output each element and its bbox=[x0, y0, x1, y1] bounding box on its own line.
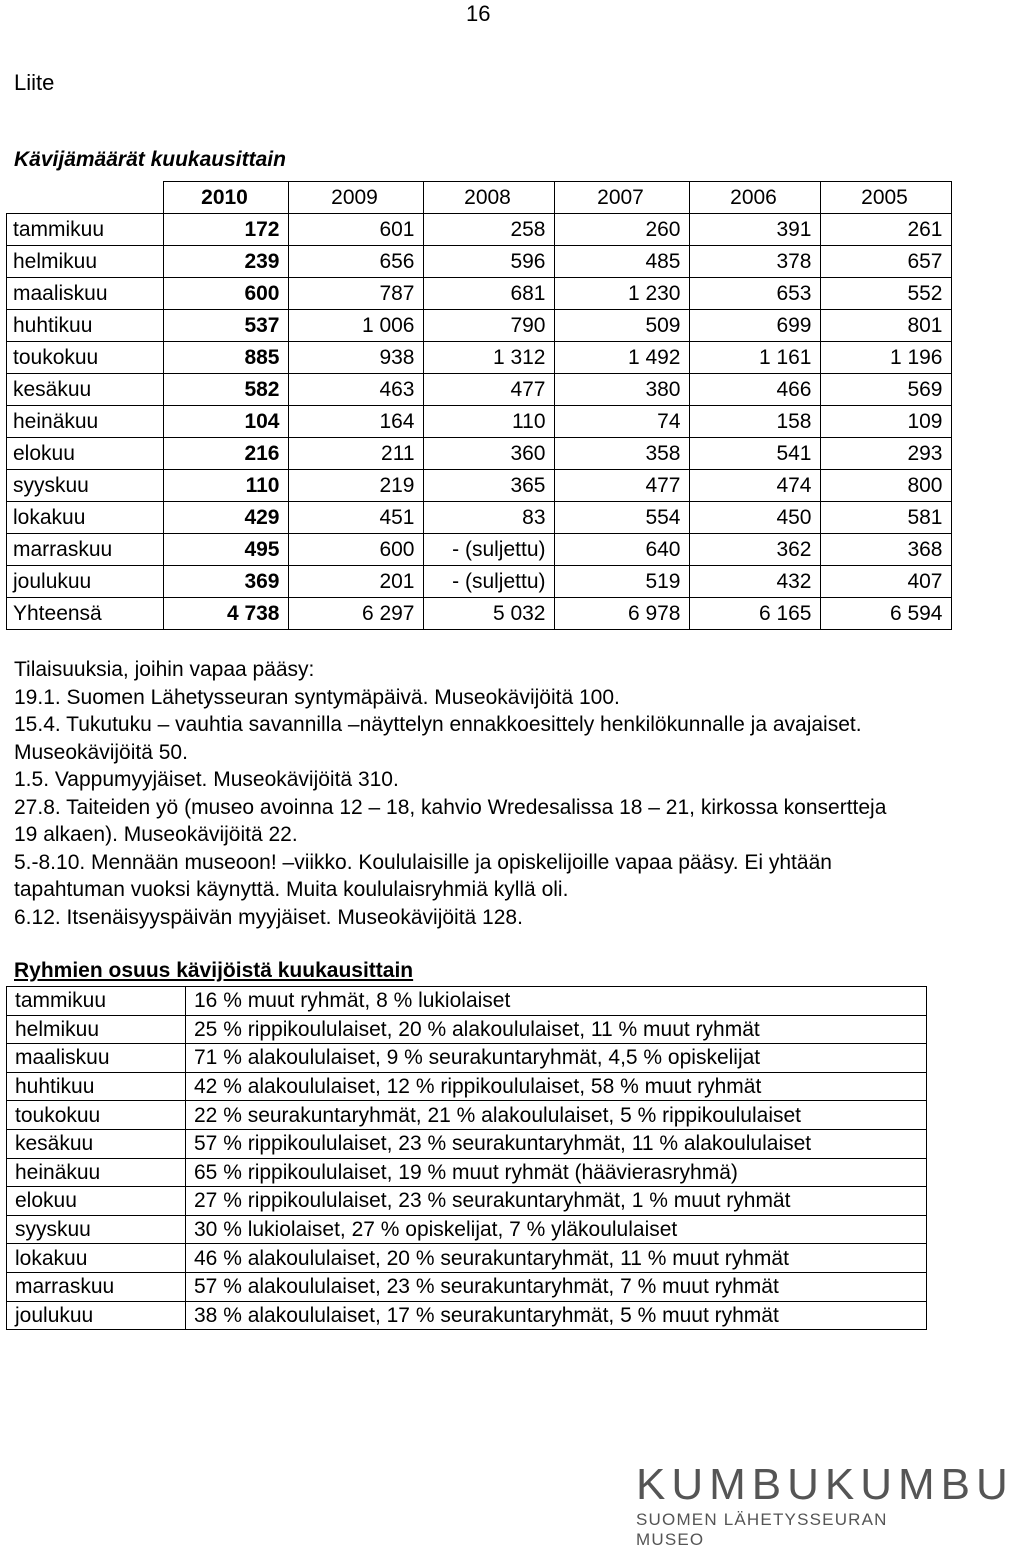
month-cell: lokakuu bbox=[7, 502, 164, 534]
visitor-count-cell: 495 bbox=[163, 534, 288, 566]
group-share-cell: 57 % alakoululaiset, 23 % seurakuntaryhmät, 7 % muut ryhmät bbox=[186, 1272, 927, 1301]
visitor-count-cell: 360 bbox=[423, 438, 554, 470]
visitor-count-cell: 801 bbox=[820, 310, 951, 342]
visitor-count-cell: 74 bbox=[554, 406, 689, 438]
visitor-count-cell: 1 196 bbox=[820, 342, 951, 374]
month-cell: kesäkuu bbox=[7, 374, 164, 406]
visitor-count-cell: 600 bbox=[163, 278, 288, 310]
groups-row bbox=[7, 1187, 927, 1216]
visitor-count-cell: 5 032 bbox=[423, 598, 554, 630]
month-cell: heinäkuu bbox=[7, 406, 164, 438]
visitor-count-cell: 369 bbox=[163, 566, 288, 598]
groups-row bbox=[7, 1101, 927, 1130]
visitor-count-cell: 1 492 bbox=[554, 342, 689, 374]
month-cell: toukokuu bbox=[7, 342, 164, 374]
visitor-count-cell: 596 bbox=[423, 246, 554, 278]
visitors-row bbox=[7, 374, 952, 406]
month-cell: marraskuu bbox=[7, 534, 164, 566]
visitor-count-cell: 1 161 bbox=[689, 342, 820, 374]
visitors-row bbox=[7, 598, 952, 630]
groups-row bbox=[7, 1044, 927, 1073]
month-cell: huhtikuu bbox=[7, 310, 164, 342]
visitors-header-row bbox=[7, 182, 952, 214]
year-header: 2008 bbox=[423, 182, 554, 214]
visitor-count-cell: 600 bbox=[288, 534, 423, 566]
visitors-row bbox=[7, 534, 952, 566]
group-share-cell: 27 % rippikoululaiset, 23 % seurakuntaryhmät, 1 % muut ryhmät bbox=[186, 1187, 927, 1216]
group-share-cell: 22 % seurakuntaryhmät, 21 % alakoululaiset, 5 % rippikoululaiset bbox=[186, 1101, 927, 1130]
event-item: 27.8. Taiteiden yö (museo avoinna 12 – 18, kahvio Wredesalissa 18 – 21, kirkossa konsertteja 19 alkaen). Museokävijöitä 22. bbox=[14, 795, 887, 846]
month-cell: syyskuu bbox=[7, 470, 164, 502]
year-header: 2006 bbox=[689, 182, 820, 214]
group-share-cell: 38 % alakoululaiset, 17 % seurakuntaryhmät, 5 % muut ryhmät bbox=[186, 1301, 927, 1330]
visitor-count-cell: 239 bbox=[163, 246, 288, 278]
group-month-cell: tammikuu bbox=[7, 987, 186, 1016]
visitor-count-cell: 6 165 bbox=[689, 598, 820, 630]
visitor-count-cell: 365 bbox=[423, 470, 554, 502]
group-share-cell: 16 % muut ryhmät, 8 % lukiolaiset bbox=[186, 987, 927, 1016]
visitor-count-cell: 485 bbox=[554, 246, 689, 278]
visitors-table bbox=[6, 181, 952, 630]
visitor-count-cell: 258 bbox=[423, 214, 554, 246]
group-month-cell: lokakuu bbox=[7, 1244, 186, 1273]
group-share-cell: 57 % rippikoululaiset, 23 % seurakuntaryhmät, 11 % alakoululaiset bbox=[186, 1129, 927, 1158]
visitor-count-cell: 477 bbox=[554, 470, 689, 502]
visitor-count-cell: 216 bbox=[163, 438, 288, 470]
visitor-count-cell: 432 bbox=[689, 566, 820, 598]
visitor-count-cell: 938 bbox=[288, 342, 423, 374]
group-share-cell: 71 % alakoululaiset, 9 % seurakuntaryhmät, 4,5 % opiskelijat bbox=[186, 1044, 927, 1073]
group-month-cell: kesäkuu bbox=[7, 1129, 186, 1158]
event-item: 5.-8.10. Mennään museoon! –viikko. Koululaisille ja opiskelijoille vapaa pääsy. Ei yhtään tapahtuman vuoksi käynyttä. Muita koululaisryhmiä kyllä oli. bbox=[14, 850, 832, 901]
visitors-row bbox=[7, 310, 952, 342]
visitor-count-cell: 6 594 bbox=[820, 598, 951, 630]
year-header: 2007 bbox=[554, 182, 689, 214]
visitor-count-cell: 362 bbox=[689, 534, 820, 566]
visitor-count-cell: 1 006 bbox=[288, 310, 423, 342]
visitor-count-cell: 1 312 bbox=[423, 342, 554, 374]
visitor-count-cell: 451 bbox=[288, 502, 423, 534]
visitor-count-cell: 582 bbox=[163, 374, 288, 406]
visitors-header-blank bbox=[7, 182, 164, 214]
year-header: 2009 bbox=[288, 182, 423, 214]
visitors-row bbox=[7, 246, 952, 278]
group-month-cell: maaliskuu bbox=[7, 1044, 186, 1073]
visitor-count-cell: 657 bbox=[820, 246, 951, 278]
visitor-count-cell: 83 bbox=[423, 502, 554, 534]
visitor-count-cell: 260 bbox=[554, 214, 689, 246]
visitor-count-cell: 6 978 bbox=[554, 598, 689, 630]
group-month-cell: huhtikuu bbox=[7, 1072, 186, 1101]
visitor-count-cell: 554 bbox=[554, 502, 689, 534]
event-item: 1.5. Vappumyyjäiset. Museokävijöitä 310. bbox=[14, 768, 399, 791]
visitor-count-cell: 104 bbox=[163, 406, 288, 438]
visitor-count-cell: 380 bbox=[554, 374, 689, 406]
group-share-cell: 46 % alakoululaiset, 20 % seurakuntaryhmät, 11 % muut ryhmät bbox=[186, 1244, 927, 1273]
visitor-count-cell: 450 bbox=[689, 502, 820, 534]
visitor-count-cell: 110 bbox=[423, 406, 554, 438]
month-cell: tammikuu bbox=[7, 214, 164, 246]
group-month-cell: joulukuu bbox=[7, 1301, 186, 1330]
groups-row bbox=[7, 1158, 927, 1187]
logo-subtitle: SUOMEN LÄHETYSSEURAN MUSEO bbox=[636, 1510, 888, 1549]
visitor-count-cell: 358 bbox=[554, 438, 689, 470]
visitor-count-cell: 164 bbox=[288, 406, 423, 438]
month-cell: Yhteensä bbox=[7, 598, 164, 630]
visitor-count-cell: 293 bbox=[820, 438, 951, 470]
visitors-row bbox=[7, 470, 952, 502]
visitor-count-cell: 640 bbox=[554, 534, 689, 566]
visitor-count-cell: 699 bbox=[689, 310, 820, 342]
visitor-count-cell: 474 bbox=[689, 470, 820, 502]
visitors-row bbox=[7, 406, 952, 438]
visitor-count-cell: 201 bbox=[288, 566, 423, 598]
groups-row bbox=[7, 1301, 927, 1330]
logo-wordmark: KUMBUKUMBU bbox=[636, 1460, 1014, 1509]
visitor-count-cell: 601 bbox=[288, 214, 423, 246]
visitor-count-cell: - (suljettu) bbox=[423, 566, 554, 598]
groups-row bbox=[7, 1272, 927, 1301]
visitor-count-cell: 552 bbox=[820, 278, 951, 310]
visitor-count-cell: 378 bbox=[689, 246, 820, 278]
page-number: 16 bbox=[466, 1, 491, 26]
visitor-count-cell: 581 bbox=[820, 502, 951, 534]
groups-row bbox=[7, 1129, 927, 1158]
visitor-count-cell: 407 bbox=[820, 566, 951, 598]
group-month-cell: heinäkuu bbox=[7, 1158, 186, 1187]
section-title: Kävijämäärät kuukausittain bbox=[14, 148, 286, 171]
visitor-count-cell: 800 bbox=[820, 470, 951, 502]
visitor-count-cell: 653 bbox=[689, 278, 820, 310]
visitor-count-cell: 463 bbox=[288, 374, 423, 406]
group-month-cell: elokuu bbox=[7, 1187, 186, 1216]
visitor-count-cell: 429 bbox=[163, 502, 288, 534]
visitor-count-cell: 110 bbox=[163, 470, 288, 502]
groups-row bbox=[7, 1215, 927, 1244]
visitors-row bbox=[7, 438, 952, 470]
events-section bbox=[14, 656, 914, 931]
visitors-row bbox=[7, 342, 952, 374]
visitors-row bbox=[7, 502, 952, 534]
visitor-count-cell: 509 bbox=[554, 310, 689, 342]
group-share-cell: 42 % alakoululaiset, 12 % rippikoululaiset, 58 % muut ryhmät bbox=[186, 1072, 927, 1101]
museum-logo bbox=[636, 1460, 1014, 1550]
visitor-count-cell: 519 bbox=[554, 566, 689, 598]
visitor-count-cell: 569 bbox=[820, 374, 951, 406]
events-heading: Tilaisuuksia, joihin vapaa pääsy: bbox=[14, 658, 315, 681]
visitor-count-cell: 787 bbox=[288, 278, 423, 310]
groups-row bbox=[7, 1072, 927, 1101]
visitor-count-cell: 4 738 bbox=[163, 598, 288, 630]
visitor-count-cell: 368 bbox=[820, 534, 951, 566]
visitor-count-cell: 261 bbox=[820, 214, 951, 246]
visitor-count-cell: 158 bbox=[689, 406, 820, 438]
event-item: 6.12. Itsenäisyyspäivän myyjäiset. Museokävijöitä 128. bbox=[14, 905, 523, 929]
groups-row bbox=[7, 1015, 927, 1044]
visitors-row bbox=[7, 566, 952, 598]
group-share-cell: 30 % lukiolaiset, 27 % opiskelijat, 7 % yläkoululaiset bbox=[186, 1215, 927, 1244]
visitor-count-cell: - (suljettu) bbox=[423, 534, 554, 566]
groups-row bbox=[7, 987, 927, 1016]
visitor-count-cell: 477 bbox=[423, 374, 554, 406]
groups-table bbox=[6, 986, 927, 1330]
visitor-count-cell: 885 bbox=[163, 342, 288, 374]
visitor-count-cell: 681 bbox=[423, 278, 554, 310]
group-month-cell: marraskuu bbox=[7, 1272, 186, 1301]
event-item: 15.4. Tukutuku – vauhtia savannilla –näyttelyn ennakkoesittely henkilökunnalle ja avajaiset. Museokävijöitä 50. bbox=[14, 713, 862, 764]
groups-title: Ryhmien osuus kävijöistä kuukausittain bbox=[14, 959, 414, 982]
appendix-label: Liite bbox=[14, 70, 55, 95]
visitor-count-cell: 211 bbox=[288, 438, 423, 470]
group-month-cell: toukokuu bbox=[7, 1101, 186, 1130]
group-share-cell: 25 % rippikoululaiset, 20 % alakoululaiset, 11 % muut ryhmät bbox=[186, 1015, 927, 1044]
month-cell: maaliskuu bbox=[7, 278, 164, 310]
group-month-cell: syyskuu bbox=[7, 1215, 186, 1244]
year-header: 2010 bbox=[163, 182, 288, 214]
visitor-count-cell: 466 bbox=[689, 374, 820, 406]
visitor-count-cell: 1 230 bbox=[554, 278, 689, 310]
visitor-count-cell: 109 bbox=[820, 406, 951, 438]
visitor-count-cell: 391 bbox=[689, 214, 820, 246]
visitor-count-cell: 219 bbox=[288, 470, 423, 502]
groups-row bbox=[7, 1244, 927, 1273]
year-header: 2005 bbox=[820, 182, 951, 214]
group-share-cell: 65 % rippikoululaiset, 19 % muut ryhmät (häävierasryhmä) bbox=[186, 1158, 927, 1187]
event-item: 19.1. Suomen Lähetysseuran syntymäpäivä. Museokävijöitä 100. bbox=[14, 685, 620, 709]
visitor-count-cell: 172 bbox=[163, 214, 288, 246]
visitor-count-cell: 790 bbox=[423, 310, 554, 342]
month-cell: joulukuu bbox=[7, 566, 164, 598]
visitor-count-cell: 656 bbox=[288, 246, 423, 278]
visitors-row bbox=[7, 278, 952, 310]
visitor-count-cell: 537 bbox=[163, 310, 288, 342]
month-cell: helmikuu bbox=[7, 246, 164, 278]
visitor-count-cell: 541 bbox=[689, 438, 820, 470]
visitor-count-cell: 6 297 bbox=[288, 598, 423, 630]
group-month-cell: helmikuu bbox=[7, 1015, 186, 1044]
month-cell: elokuu bbox=[7, 438, 164, 470]
visitors-row bbox=[7, 214, 952, 246]
